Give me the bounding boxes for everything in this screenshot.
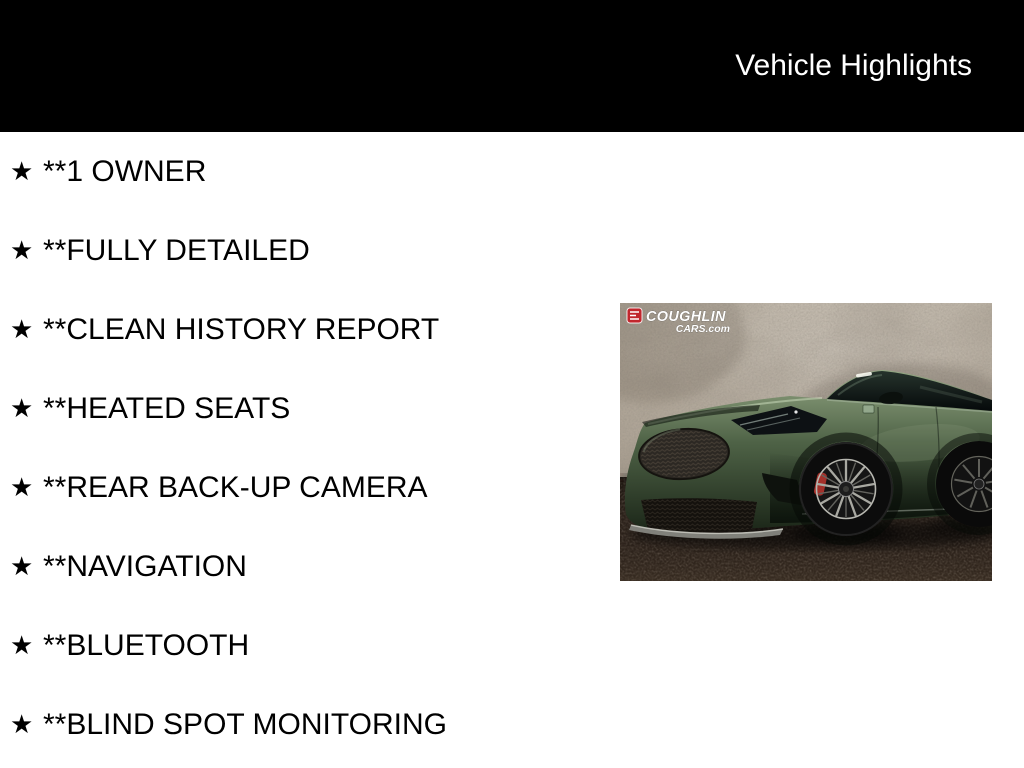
list-item-label: **NAVIGATION: [43, 550, 247, 583]
list-item: [0, 369, 610, 448]
star-bullet-icon: ★: [10, 709, 34, 740]
list-item-label: **HEATED SEATS: [43, 392, 291, 425]
star-bullet-icon: ★: [10, 235, 34, 266]
page-title: Vehicle Highlights: [735, 49, 972, 82]
star-bullet-icon: ★: [10, 472, 34, 503]
list-item-label: **CLEAN HISTORY REPORT: [43, 313, 440, 346]
dealer-logo-name: COUGHLIN: [646, 309, 726, 325]
highlights-list: [0, 132, 610, 764]
list-item: [0, 527, 610, 606]
header-bar: [0, 0, 1024, 132]
list-item-label: **REAR BACK-UP CAMERA: [43, 471, 428, 504]
vehicle-photo-art: [620, 303, 992, 581]
list-item: [0, 132, 610, 211]
list-item: [0, 290, 610, 369]
list-item-label: **BLUETOOTH: [43, 629, 250, 662]
star-bullet-icon: ★: [10, 393, 34, 424]
star-bullet-icon: ★: [10, 630, 34, 661]
list-item-label: **BLIND SPOT MONITORING: [43, 708, 447, 741]
front-wheel: [799, 442, 893, 536]
charge-port: [863, 405, 874, 413]
star-bullet-icon: ★: [10, 551, 34, 582]
star-bullet-icon: ★: [10, 156, 34, 187]
list-item: [0, 606, 610, 685]
vehicle-photo: [620, 303, 992, 581]
list-item: [0, 211, 610, 290]
list-item: [0, 685, 610, 764]
list-item: [0, 448, 610, 527]
dealer-logo-domain: CARS.com: [675, 323, 730, 335]
star-bullet-icon: ★: [10, 314, 34, 345]
list-item-label: **FULLY DETAILED: [43, 234, 310, 267]
list-item-label: **1 OWNER: [43, 155, 207, 188]
